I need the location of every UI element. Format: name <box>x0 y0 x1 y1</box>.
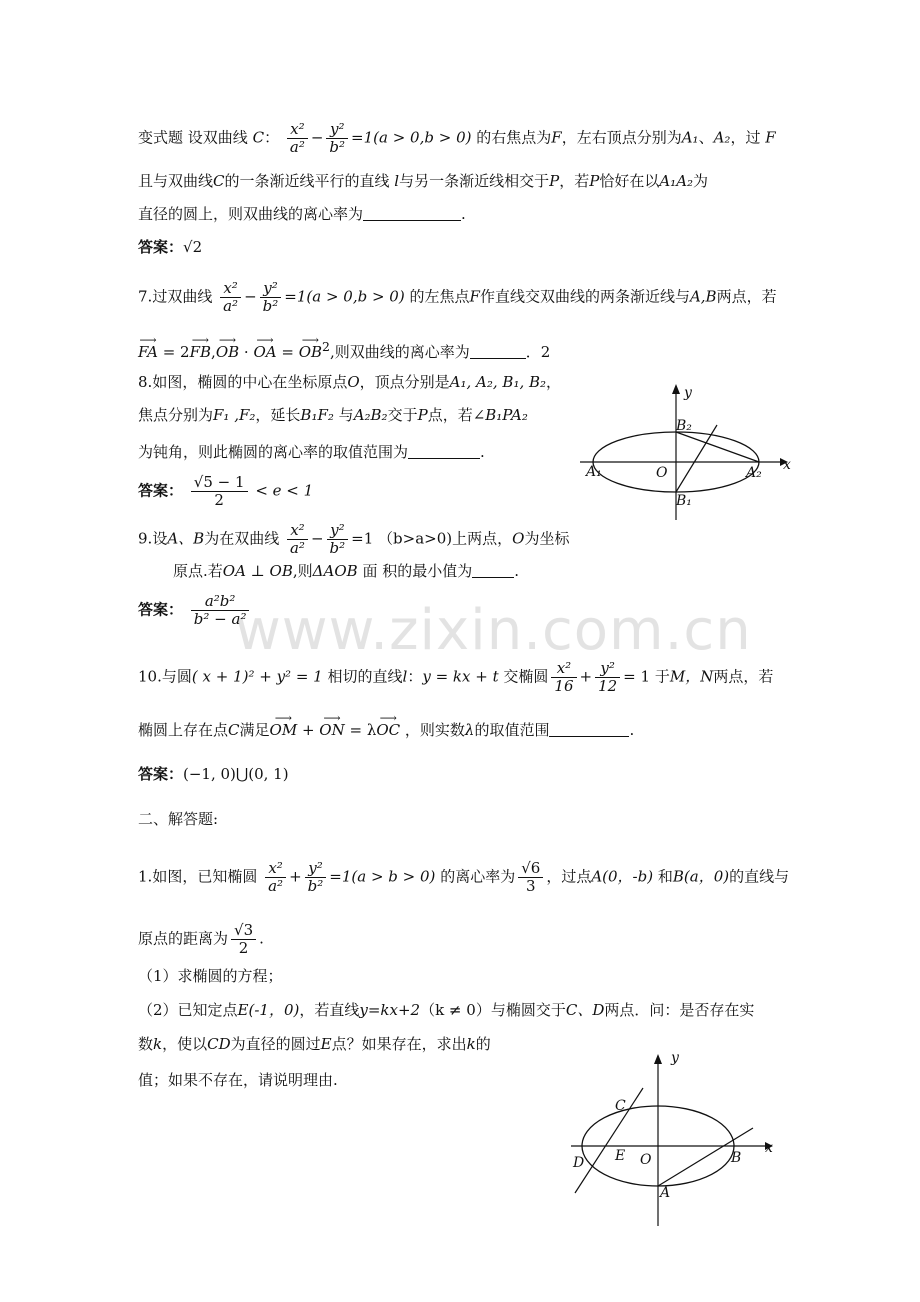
q10-line-2: 椭圆上存在点C满足⟶ OM + ⟶ ON = λ⟶ OC ，则实数λ的取值范围 . <box>138 719 634 741</box>
q7-line-2: ⟶ FA = 2⟶ FB,⟶ OB · ⟶ OA = ⟶ $OB^2$,则双曲线的离心率为 ．2 <box>138 336 550 363</box>
p1-sub-1: （1）求椭圆的方程； <box>138 967 283 985</box>
fraction-distance: $\frac{√3}{2}$ <box>231 922 256 957</box>
label-A: A <box>660 1185 671 1201</box>
answer-blank <box>363 204 461 221</box>
variant-line-1: 变式题 设双曲线 C： $\frac{\text{x²}}{\text{a²}}$ − $\frac{\text{y²}}{\text{b²}}$ =1(a > 0,b > 0) 的右焦点为F，左右顶点分别为A₁、A₂，过 F <box>138 120 776 156</box>
y-axis-arrow <box>654 1054 662 1064</box>
fraction-x2-a2: $\frac{\text{x²}}{\text{a²}}$ <box>220 280 241 315</box>
answer-blank <box>408 442 480 459</box>
q8-line-1: 8.如图，椭圆的中心在坐标原点O，顶点分别是A₁, A₂, B₁, B₂， <box>138 373 562 391</box>
fraction-x2-a2: $\frac{\text{x²}}{\text{a²}}$ <box>287 522 308 557</box>
q8-line-3: 为钝角，则此椭圆的离心率的取值范围为 . <box>138 443 485 461</box>
section-heading: 二、解答题: <box>138 810 219 828</box>
p1-line-4: 数k，使以CD为直径的圆过E点？如果存在，求出k的 <box>138 1035 491 1053</box>
fraction-y2-b2: $\frac{\text{y²}}{\text{b²}}$ <box>305 860 327 895</box>
answer-blank <box>549 720 629 737</box>
p1-sub-2: （2）已知定点E(-1，0)，若直线y=kx+2（k ≠ 0）与椭圆交于C、D两点．问：是否存在实 <box>138 1001 755 1019</box>
q7-line-1: 7.过双曲线 $\frac{\text{x²}}{\text{a²}}$ − $\frac{\text{y²}}{\text{b²}}$ =1(a > 0,b > 0) 的左焦点F作直线交双曲线的两条渐近线与A,B两点，若 <box>138 279 777 315</box>
label-E: E <box>615 1148 626 1164</box>
label-O: O <box>656 465 668 481</box>
segment-B1F2-extended <box>676 425 717 492</box>
label-y: y <box>671 1050 679 1066</box>
fraction-x2-16: $\frac{\text{x²}}{16}$ <box>551 660 576 695</box>
label-D: D <box>573 1155 585 1171</box>
label-x: x <box>765 1140 773 1156</box>
label-A1: A₁ <box>586 464 602 480</box>
q9-answer: 答案： $\frac{\text{a²b²}}{\text{b² − a²}}$ <box>138 593 252 628</box>
p1-line-2: 原点的距离为 $\frac{√3}{2}$ . <box>138 921 264 957</box>
label-y: y <box>684 385 692 401</box>
p1-line-5: 值；如果不存在，请说明理由. <box>138 1071 338 1089</box>
q9-line-1: 9.设A、B为在双曲线 $\frac{\text{x²}}{\text{a²}}$ − $\frac{\text{y²}}{\text{b²}}$ =1 （b>a>0)上两点，O为坐标 <box>138 521 570 557</box>
label-x: x <box>783 457 791 473</box>
variant-line-3: 直径的圆上，则双曲线的离心率为 . <box>138 205 466 223</box>
q8-line-2: 焦点分别为F₁ ,F₂，延长B₁F₂ 与A₂B₂交于P点，若∠B₁PA₂ <box>138 406 528 424</box>
label-A2: A₂ <box>746 465 762 481</box>
q8-answer: 答案： $\frac{√5 - 1}{2}$ < e < 1 <box>138 473 314 509</box>
fraction-answer: $\frac{√5 - 1}{2}$ <box>191 474 248 509</box>
p1-line-1: 1.如图，已知椭圆 $\frac{\text{x²}}{\text{a²}}$ + $\frac{\text{y²}}{\text{b²}}$ =1(a > b > 0) 的离心率为 $\frac{√6}{3}$ ，过点A(0，-b) 和B(a，0)的直线与 <box>138 859 790 895</box>
variant-answer: 答案：√2 <box>138 238 203 256</box>
fraction-y2-b2: $\frac{\text{y²}}{\text{b²}}$ <box>327 522 349 557</box>
fraction-eccentricity: $\frac{√6}{3}$ <box>518 860 543 895</box>
answer-blank <box>470 342 526 359</box>
fraction-y2-12: $\frac{\text{y²}}{12}$ <box>595 660 620 695</box>
q10-line-1: 10.与圆( x + 1)² + y² = 1 相切的直线l：y = kx + t 交椭圆 $\frac{\text{x²}}{16}$ + $\frac{\text{y²}}{12}$ = 1 于M，N两点，若 <box>138 659 774 695</box>
fraction-x2-a2: $\frac{\text{x²}}{\text{a²}}$ <box>287 121 308 156</box>
label-B: B <box>731 1150 742 1166</box>
q10-answer: 答案：(−1, 0)⋃(0, 1) <box>138 765 289 783</box>
y-axis-arrow <box>672 384 680 394</box>
variant-line-2: 且与双曲线C的一条渐近线平行的直线 l与另一条渐近线相交于P，若P恰好在以A₁A₂为 <box>138 172 709 190</box>
q9-line-2: 原点.若OA ⊥ OB,则ΔAOB 面 积的最小值为 . <box>173 562 519 580</box>
fraction-answer: $\frac{\text{a²b²}}{\text{b² − a²}}$ <box>191 593 250 628</box>
label-B2: B₂ <box>676 418 692 434</box>
fraction-x2-a2: $\frac{\text{x²}}{\text{a²}}$ <box>265 860 286 895</box>
watermark: www.zixin.com.cn <box>235 598 752 663</box>
answer-blank <box>472 561 514 578</box>
label-B1: B₁ <box>676 493 692 509</box>
fraction-y2-b2: $\frac{\text{y²}}{\text{b²}}$ <box>326 121 348 156</box>
ellipse-figure-1 <box>580 380 800 525</box>
label-O: O <box>640 1152 652 1168</box>
label-C: C <box>615 1098 626 1114</box>
fraction-y2-b2: $\frac{\text{y²}}{\text{b²}}$ <box>260 280 282 315</box>
ellipse-figure-2 <box>565 1048 795 1230</box>
